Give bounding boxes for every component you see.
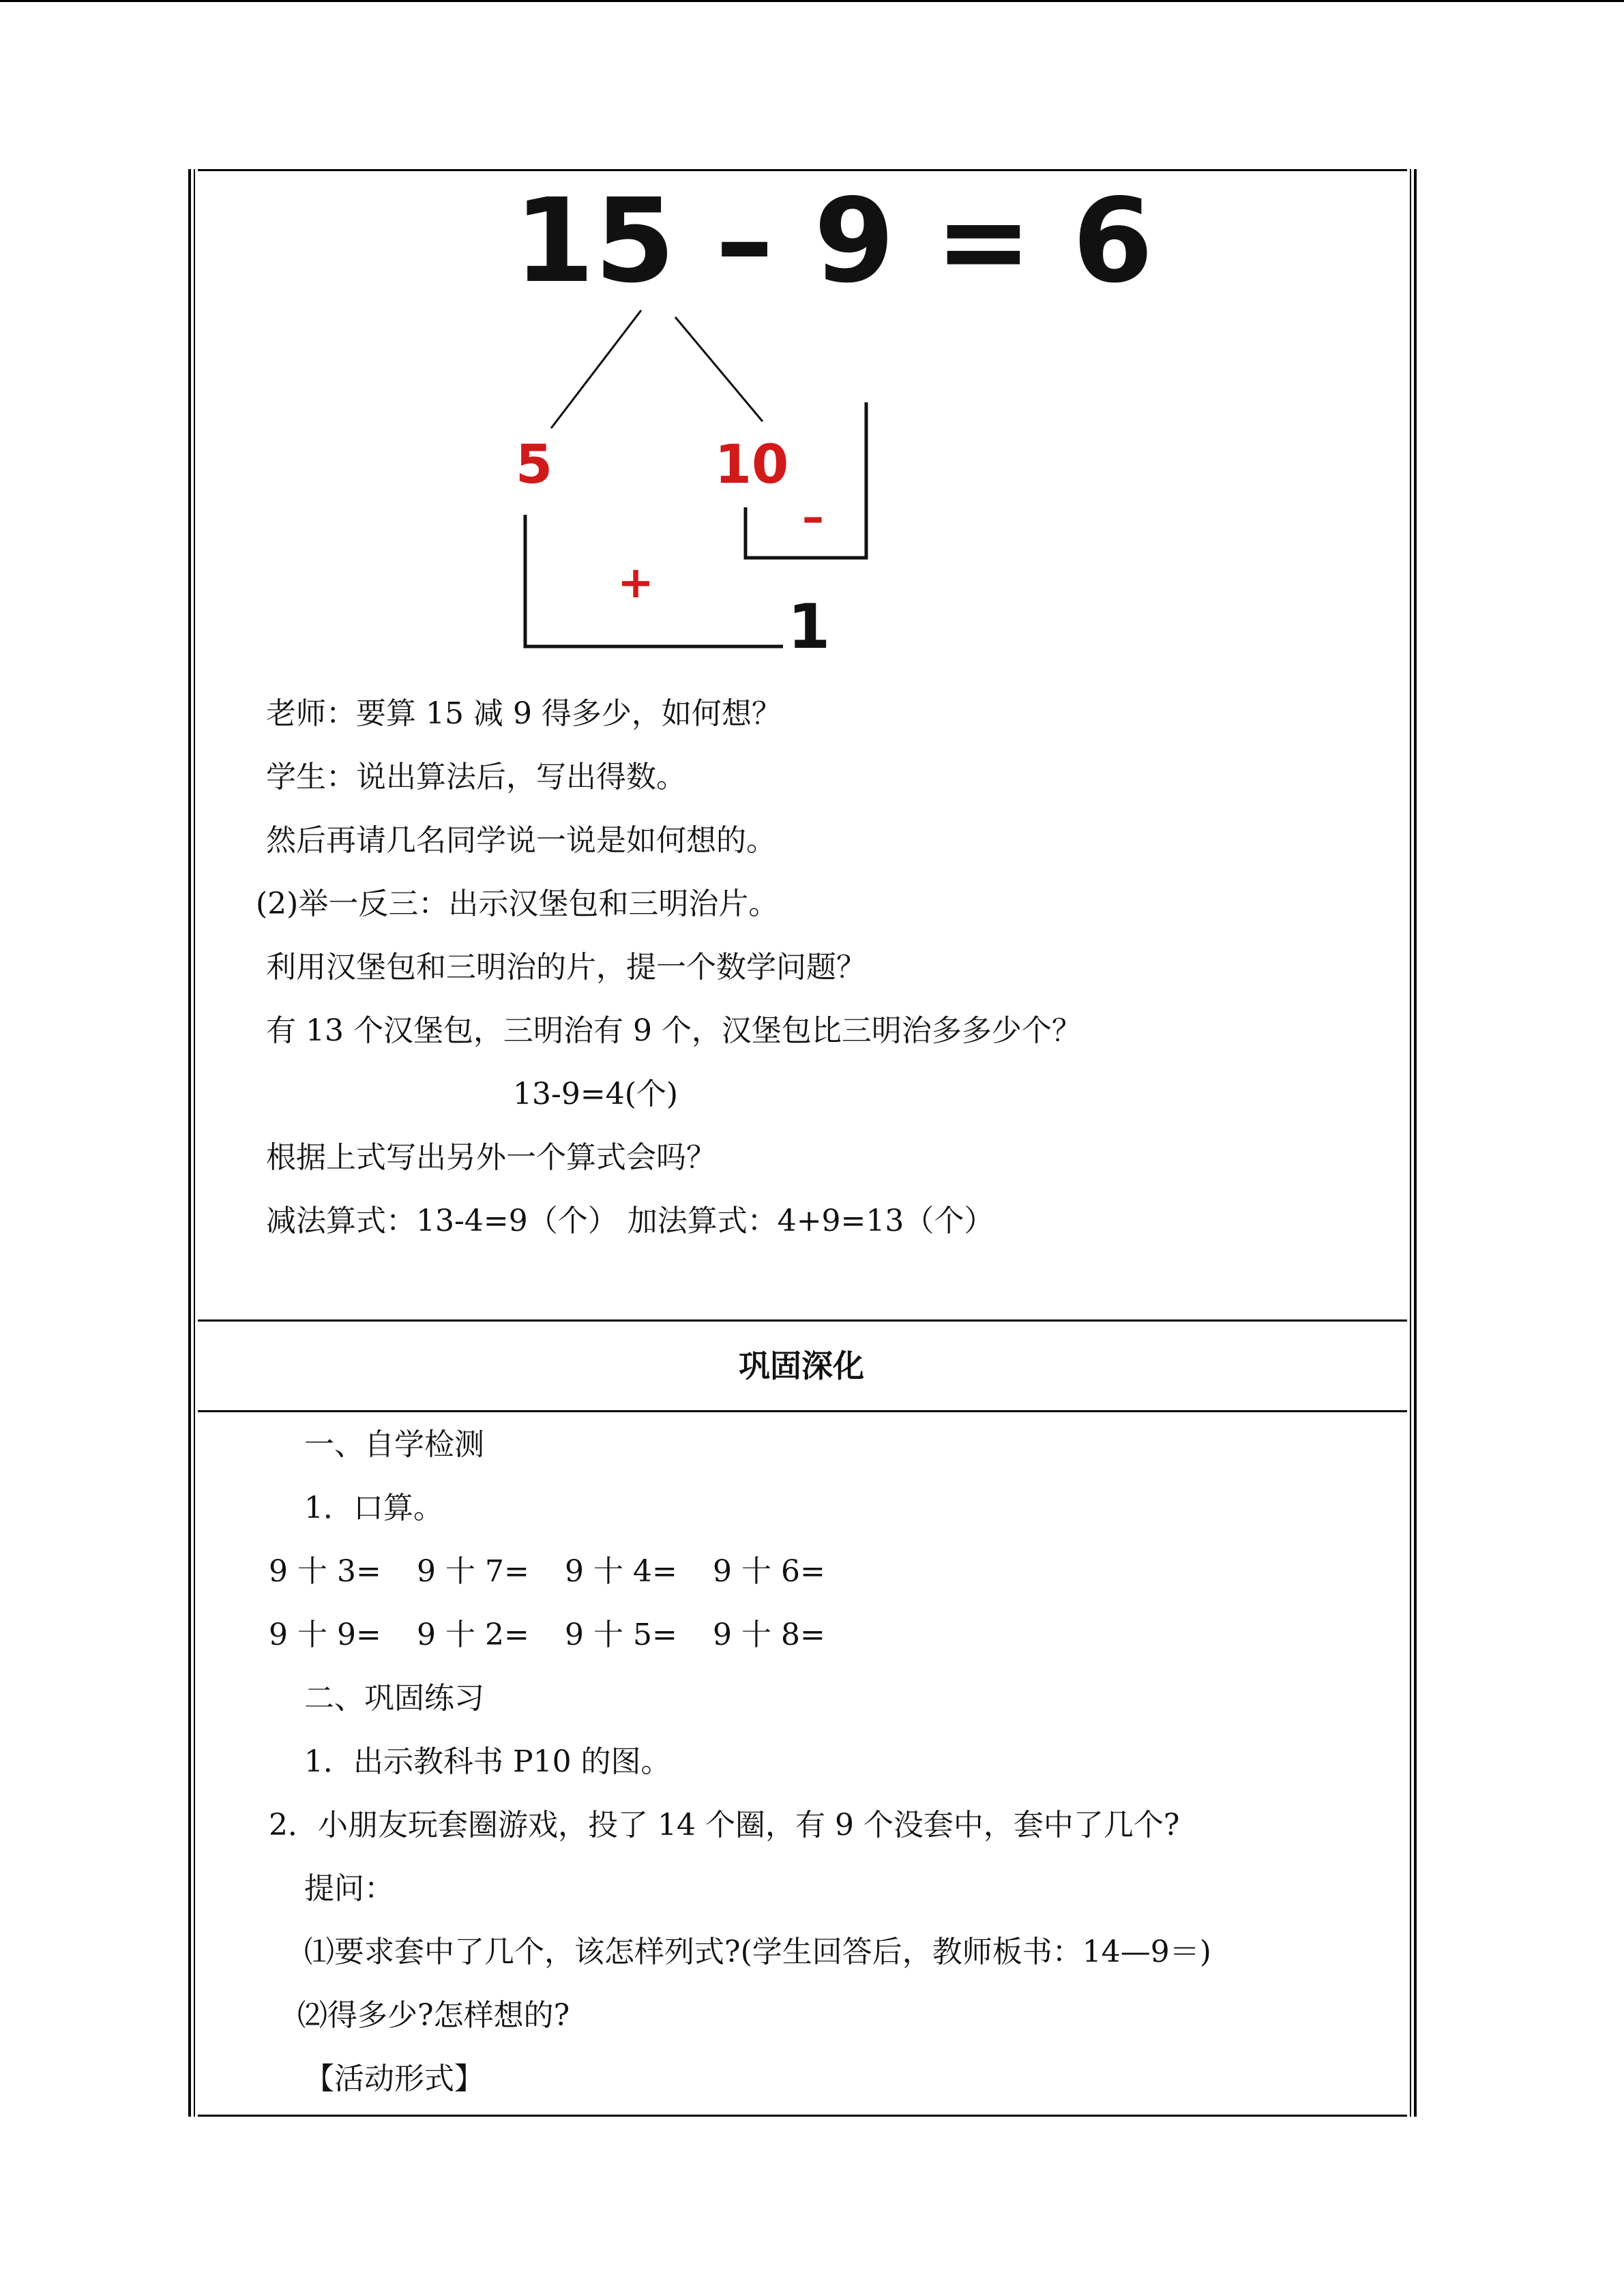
practice-item-2: 2．小朋友玩套圈游戏，投了 14 个圈，有 9 个没套中，套中了几个? xyxy=(269,1808,1180,1843)
subtraction-diagram xyxy=(0,0,1624,682)
sub-question-1: ⑴要求套中了几个，该怎样列式?(学生回答后，教师板书：14—9＝) xyxy=(304,1935,1211,1969)
row-divider-2 xyxy=(198,1410,1407,1412)
mental-math-item: 9 十 6= xyxy=(713,1554,825,1589)
problem-equation: 13-9=4(个) xyxy=(513,1077,679,1112)
row-divider-1 xyxy=(198,1320,1407,1322)
mental-math-item: 9 十 9= xyxy=(269,1617,381,1652)
mental-math-item: 9 十 2= xyxy=(417,1617,529,1652)
practice-item-1: 1．出示教科书 P10 的图。 xyxy=(304,1744,671,1779)
mental-math-label: 1．口算。 xyxy=(304,1491,443,1525)
mental-math-item: 9 十 3= xyxy=(269,1554,381,1589)
self-check-heading: 一、自学检测 xyxy=(304,1427,484,1462)
right-part-number: 10 xyxy=(714,434,789,496)
sub-question-2: ⑵得多少?怎样想的? xyxy=(297,1998,570,2033)
related-equations: 减法算式：13-4=9（个） 加法算式：4+9=13（个） xyxy=(266,1204,994,1238)
problem-prompt: 利用汉堡包和三明治的片，提一个数学问题？ xyxy=(266,950,866,985)
mental-math-item: 9 十 4= xyxy=(565,1554,677,1589)
table-bottom-border xyxy=(198,2115,1407,2117)
mental-math-item: 9 十 5= xyxy=(565,1617,677,1652)
section-heading: 巩固深化 xyxy=(739,1347,864,1384)
plus-sign: + xyxy=(617,558,654,608)
extension-heading: (2)举一反三：出示汉堡包和三明治片。 xyxy=(256,886,779,921)
equation-text: 15 – 9 = 6 xyxy=(514,174,1153,309)
student-response: 学生：说出算法后，写出得数。 xyxy=(266,760,686,794)
left-part-number: 5 xyxy=(515,434,553,496)
class-discussion-note: 然后再请几名同学说一说是如何想的。 xyxy=(266,823,776,858)
practice-heading: 二、巩固练习 xyxy=(304,1681,484,1716)
mental-math-item: 9 十 8= xyxy=(713,1617,825,1652)
follow-up-question: 根据上式写出另外一个算式会吗？ xyxy=(266,1140,716,1175)
activity-form-label: 【活动形式】 xyxy=(304,2061,484,2096)
word-problem: 有 13 个汉堡包，三明治有 9 个，汉堡包比三明治多多少个？ xyxy=(266,1013,1082,1048)
split-line-right xyxy=(675,317,763,421)
split-line-left xyxy=(551,310,641,428)
question-label: 提问： xyxy=(304,1871,394,1906)
teacher-question: 老师：要算 15 减 9 得多少，如何想？ xyxy=(266,696,782,731)
remainder-number: 1 xyxy=(787,591,831,663)
minus-sign: – xyxy=(802,492,824,543)
mental-math-item: 9 十 7= xyxy=(417,1554,529,1589)
